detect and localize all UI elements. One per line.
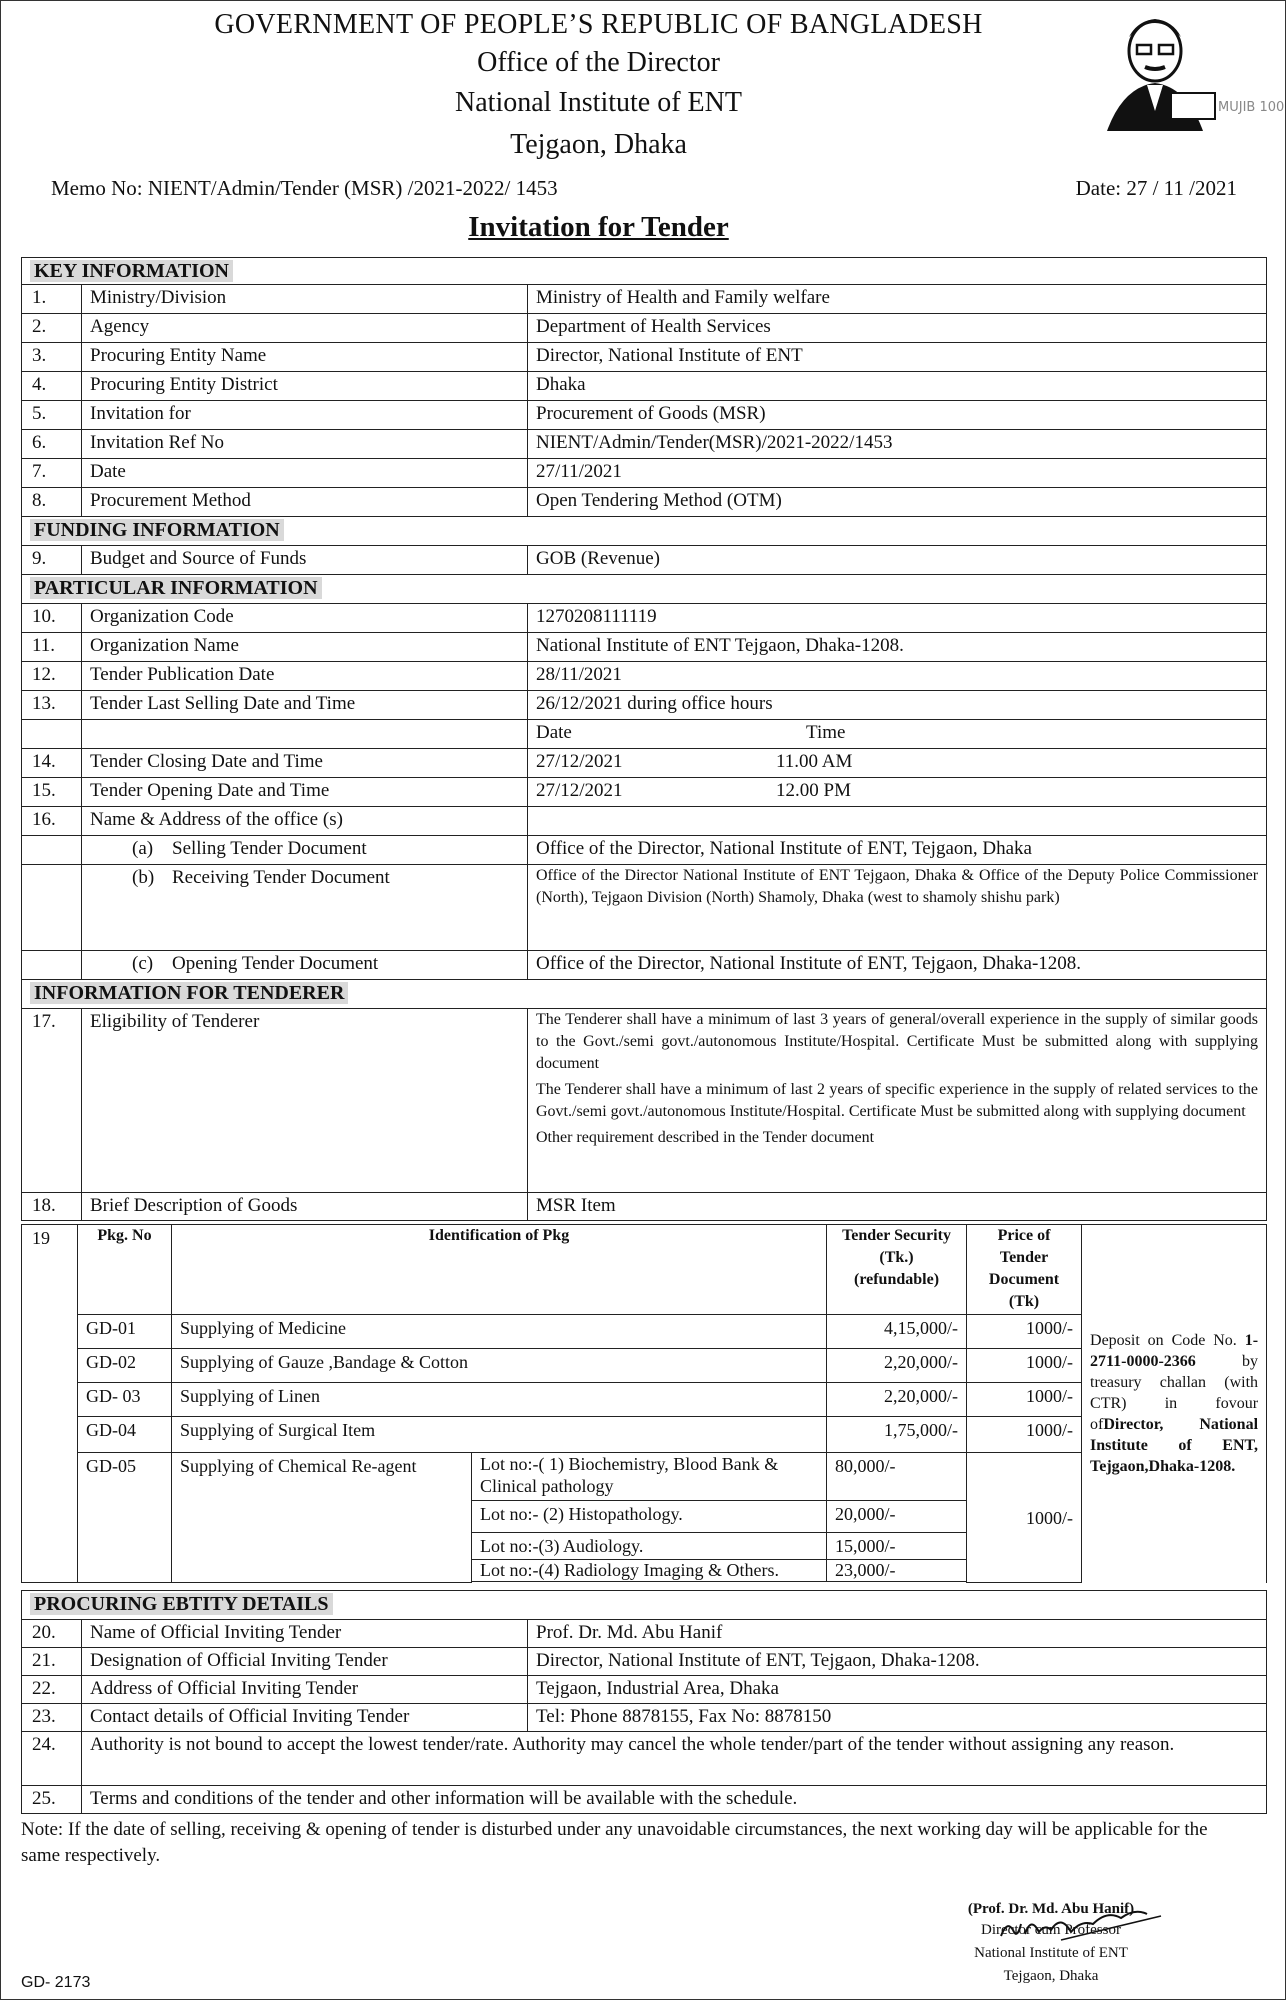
table-row: 9. Budget and Source of Funds GOB (Revenue) bbox=[22, 546, 1267, 575]
pkg-header: Pkg. No bbox=[78, 1225, 172, 1315]
table-row: Lot no:- (2) Histopathology. 20,000/- bbox=[22, 1501, 1267, 1533]
table-row: GD- 03 Supplying of Linen 2,20,000/- 1000/- bbox=[22, 1383, 1267, 1417]
security-header: Tender Security (Tk.) (refundable) bbox=[827, 1225, 967, 1315]
institute-heading: National Institute of ENT bbox=[455, 87, 742, 118]
table-row: 6. Invitation Ref No NIENT/Admin/Tender(MSR)/2021-2022/1453 bbox=[22, 430, 1267, 459]
price-header: Price of Tender Document (Tk) bbox=[967, 1225, 1082, 1315]
office-heading: Office of the Director bbox=[477, 47, 720, 78]
table-row: 18. Brief Description of Goods MSR Item bbox=[22, 1193, 1267, 1221]
table-row: 16. Name & Address of the office (s) bbox=[22, 807, 1267, 836]
table-row: 7. Date 27/11/2021 bbox=[22, 459, 1267, 488]
package-table: 19 Pkg. No Identification of Pkg Tender Security (Tk.) (refundable) Price of Tender Document (Tk) Deposit on Code No. 1-2711-0000-2366 by treasury challan (with CTR) in fovour ofDirector, National Institute of ENT, Tejgaon,Dhaka-1208. GD-01 Supplying of Medicine 4,15,000/- 1000/- GD-02 Supplying of Gauze ,Bandage & Cotton 2,20,000/- 1000/- GD- 03 Supplying of Linen 2,20,000/- 1000/- GD-04 Supplying of Surgical Item 1,75,000/- 1000/- GD-05 Supplying of Chemical Re-agent Lot no:-( 1) Biochemistry, Blood Bank & Clinical pathology 80,000/- 1000/- Lot no:- (2) Histopathology. 20,000/- Lot no:-(3) Audiology. 15,000/- Lot no:-(4) Radiology Imaging & Others. 23,000/- bbox=[21, 1224, 1267, 1583]
eligibility-other: Other requirement described in the Tender document bbox=[536, 1129, 875, 1146]
section-funding-information: FUNDING INFORMATION bbox=[22, 517, 1267, 546]
footnote: Note: If the date of selling, receiving & opening of tender is disturbed under any unavoidable circumstances, the next working day will be applicable for the same respectively. bbox=[21, 1819, 1208, 1866]
section-particular-information: PARTICULAR INFORMATION bbox=[22, 575, 1267, 604]
signatory-title: Director cum Professor bbox=[981, 1922, 1121, 1938]
location-heading: Tejgaon, Dhaka bbox=[510, 129, 687, 160]
table-row: GD-02 Supplying of Gauze ,Bandage & Cotton 2,20,000/- 1000/- bbox=[22, 1349, 1267, 1383]
table-row: 14. Tender Closing Date and Time 27/12/2021 11.00 AM bbox=[22, 749, 1267, 778]
table-row: 17. Eligibility of Tenderer The Tenderer shall have a minimum of last 3 years of general/overall experience in the supply of similar goods to the Govt./semi govt./autonomous Institute/Hospital. Certificate Must be submitted along with supplying document The Tenderer shall have a minimum of last 2 years of specific experience in the supply of related services to the Govt./semi govt./autonomous Institute/Hospital. Certificate Must be submitted along with supplying document Other requirement described in the Tender document bbox=[22, 1009, 1267, 1193]
table-row: 24. Authority is not bound to accept the lowest tender/rate. Authority may cancel the whole tender/part of the tender without assigning any reason. bbox=[22, 1732, 1267, 1786]
table-row bbox=[22, 720, 1267, 749]
section-key-information: KEY INFORMATION bbox=[22, 258, 1267, 285]
time-column-head: Time bbox=[806, 722, 846, 743]
document-title: Invitation for Tender bbox=[468, 211, 729, 243]
table-row: 2. Agency Department of Health Services bbox=[22, 314, 1267, 343]
section-procuring-entity-details: PROCURING EBTITY DETAILS bbox=[22, 1591, 1267, 1620]
mujib-100-logo bbox=[1087, 7, 1285, 133]
tender-info-table bbox=[21, 257, 1267, 1221]
eligibility-specific: The Tenderer shall have a minimum of last 2 years of specific experience in the supply of related services to the Govt./semi govt./autonomous Institute/Hospital. Certificate Must be submitted along with supplying document bbox=[536, 1081, 1259, 1120]
signatory-organization: National Institute of ENT bbox=[974, 1945, 1128, 1961]
table-row: Lot no:-(3) Audiology. 15,000/- bbox=[22, 1533, 1267, 1560]
table-row: 5. Invitation for Procurement of Goods (MSR) bbox=[22, 401, 1267, 430]
table-row: 4. Procuring Entity District Dhaka bbox=[22, 372, 1267, 401]
table-row: 22. Address of Official Inviting Tender Tejgaon, Industrial Area, Dhaka bbox=[22, 1676, 1267, 1704]
table-row: 3. Procuring Entity Name Director, National Institute of ENT bbox=[22, 343, 1267, 372]
table-row: 15. Tender Opening Date and Time 27/12/2021 12.00 PM bbox=[22, 778, 1267, 807]
memo-number: Memo No: NIENT/Admin/Tender (MSR) /2021-2022/ 1453 bbox=[51, 176, 558, 200]
section-information-for-tenderer: INFORMATION FOR TENDERER bbox=[22, 980, 1267, 1009]
signatory-name: (Prof. Dr. Md. Abu Hanif) bbox=[967, 1901, 1135, 1917]
eligibility-general: The Tenderer shall have a minimum of last 3 years of general/overall experience in the supply of similar goods to the Govt./semi govt./autonomous Institute/Hospital. Certificate Must be submitted along with supplying document bbox=[536, 1011, 1259, 1072]
table-row: 25. Terms and conditions of the tender and other information will be available with the schedule. bbox=[22, 1786, 1267, 1814]
government-heading: GOVERNMENT OF PEOPLE’S REPUBLIC OF BANGLADESH bbox=[214, 9, 983, 40]
memo-date: Date: 27 / 11 /2021 bbox=[1075, 176, 1237, 200]
table-row: GD-05 Supplying of Chemical Re-agent Lot no:-( 1) Biochemistry, Blood Bank & Clinical pathology 80,000/- 1000/- bbox=[22, 1453, 1267, 1501]
table-row: Lot no:-(4) Radiology Imaging & Others. 23,000/- bbox=[22, 1560, 1267, 1582]
table-row: 8. Procurement Method Open Tendering Method (OTM) bbox=[22, 488, 1267, 517]
table-row: 23. Contact details of Official Inviting Tender Tel: Phone 8878155, Fax No: 8878150 bbox=[22, 1704, 1267, 1732]
date-column-head: Date bbox=[536, 722, 572, 743]
table-row: 10. Organization Code 1270208111119 bbox=[22, 604, 1267, 633]
table-row: (a) Selling Tender Document Office of the Director, National Institute of ENT, Tejgaon, Dhaka bbox=[22, 836, 1267, 865]
table-row: 21. Designation of Official Inviting Tender Director, National Institute of ENT, Tejgaon, Dhaka-1208. bbox=[22, 1648, 1267, 1676]
table-row: 1. Ministry/Division Ministry of Health and Family welfare bbox=[22, 285, 1267, 314]
table-row: 11. Organization Name National Institute of ENT Tejgaon, Dhaka-1208. bbox=[22, 633, 1267, 662]
table-row: GD-04 Supplying of Surgical Item 1,75,000/- 1000/- bbox=[22, 1417, 1267, 1453]
identification-header: Identification of Pkg bbox=[172, 1225, 827, 1315]
table-row: 20. Name of Official Inviting Tender Prof. Dr. Md. Abu Hanif bbox=[22, 1620, 1267, 1648]
table-row: 12. Tender Publication Date 28/11/2021 bbox=[22, 662, 1267, 691]
table-row: (c) Opening Tender Document Office of the Director, National Institute of ENT, Tejgaon, Dhaka-1208. bbox=[22, 951, 1267, 980]
table-row: GD-01 Supplying of Medicine 4,15,000/- 1000/- bbox=[22, 1315, 1267, 1349]
table-row: 13. Tender Last Selling Date and Time 26/12/2021 during office hours bbox=[22, 691, 1267, 720]
procuring-entity-table bbox=[21, 1590, 1267, 1814]
signatory-place: Tejgaon, Dhaka bbox=[1003, 1968, 1099, 1984]
table-row: (b) Receiving Tender Document Office of the Director National Institute of ENT Tejgaon, Dhaka & Office of the Deputy Police Commissioner (North), Tejgaon Division (North) Shamoly, Dhaka (west to shamoly shishu park) bbox=[22, 865, 1267, 951]
logo-text: MUJIB 100 bbox=[1218, 100, 1285, 115]
deposit-instructions: Deposit on Code No. 1-2711-0000-2366 by treasury challan (with CTR) in fovour ofDirector, National Institute of ENT, Tejgaon,Dhaka-1208. bbox=[1082, 1225, 1267, 1583]
footer-code: GD- 2173 bbox=[21, 1974, 91, 1991]
